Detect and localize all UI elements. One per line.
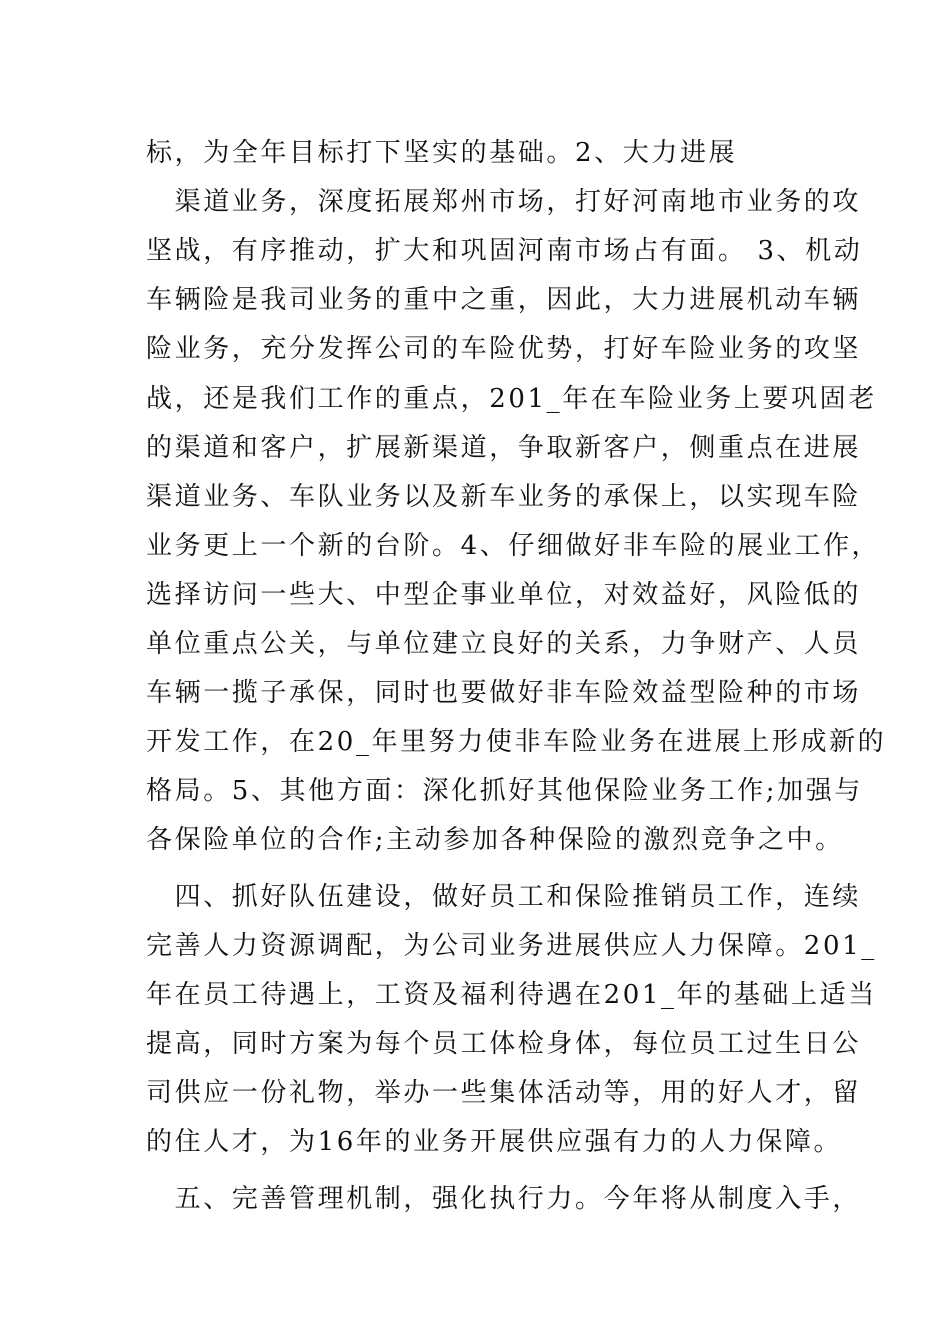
text-line: 完善人力资源调配，为公司业务进展供应人力保障。201_ (146, 931, 877, 961)
text-line: 的渠道和客户，扩展新渠道，争取新客户，侧重点在进展 (146, 433, 862, 463)
text-line: 五、完善管理机制，强化执行力。今年将从制度入手， (146, 1184, 862, 1214)
text-line: 车辆一揽子承保，同时也要做好非车险效益型险种的市场 (146, 678, 862, 708)
text-line: 险业务，充分发挥公司的车险优势，打好车险业务的攻坚 (146, 334, 862, 364)
text-line: 渠道业务，深度拓展郑州市场，打好河南地市业务的攻 (146, 187, 862, 217)
text-line: 的住人才，为16年的业务开展供应强有力的人力保障。 (146, 1127, 843, 1157)
text-line: 标，为全年目标打下坚实的基础。2、大力进展 (146, 138, 738, 168)
text-line: 选择访问一些大、中型企事业单位，对效益好，风险低的 (146, 580, 862, 610)
text-line: 各保险单位的合作;主动参加各种保险的激烈竞争之中。 (146, 825, 844, 855)
text-line: 战，还是我们工作的重点，201_年在车险业务上要巩固老 (146, 384, 877, 414)
text-line: 车辆险是我司业务的重中之重，因此，大力进展机动车辆 (146, 285, 862, 315)
text-line: 开发工作，在20_年里努力使非车险业务在进展上形成新的 (146, 727, 887, 757)
text-line: 司供应一份礼物，举办一些集体活动等，用的好人才，留 (146, 1078, 862, 1108)
text-line: 年在员工待遇上，工资及福利待遇在201_年的基础上适当 (146, 980, 877, 1010)
text-line: 单位重点公关，与单位建立良好的关系，力争财产、人员 (146, 629, 862, 659)
text-line: 提高，同时方案为每个员工体检身体，每位员工过生日公 (146, 1029, 862, 1059)
text-line: 渠道业务、车队业务以及新车业务的承保上，以实现车险 (146, 482, 862, 512)
text-line: 坚战，有序推动，扩大和巩固河南市场占有面。 3、机动 (146, 236, 863, 266)
text-line: 四、抓好队伍建设，做好员工和保险推销员工作，连续 (146, 882, 862, 912)
text-line: 业务更上一个新的台阶。4、仔细做好非车险的展业工作， (146, 531, 881, 561)
text-line: 格局。5、其他方面：深化抓好其他保险业务工作;加强与 (146, 776, 863, 806)
